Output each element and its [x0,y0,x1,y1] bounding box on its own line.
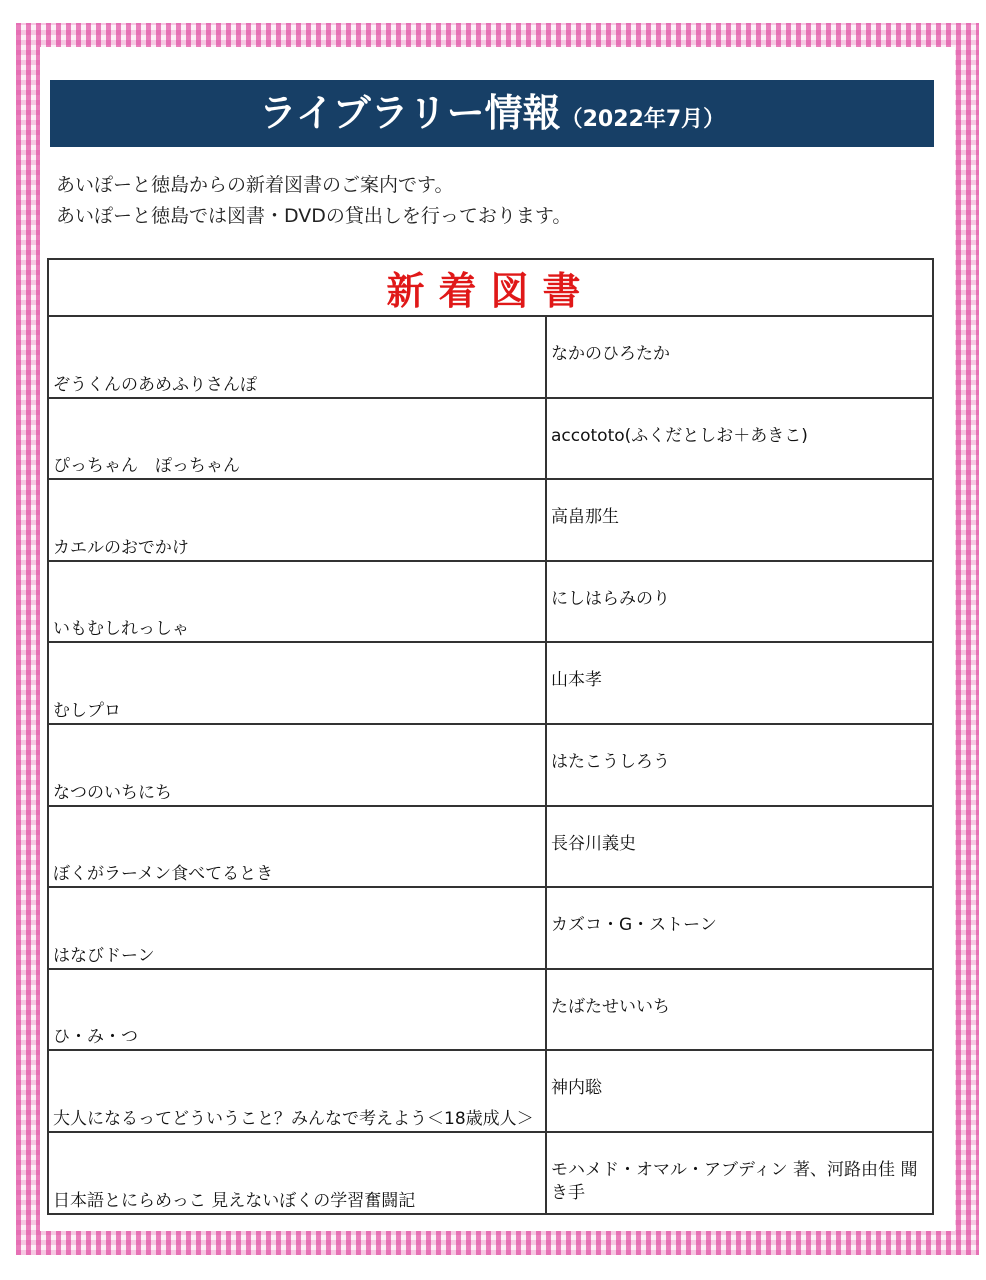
book-author: 高畠那生 [546,479,933,561]
table-row [48,724,933,806]
table-row [48,1050,933,1132]
book-title: なつのいちにち [48,724,546,806]
book-title: はなびドーン [48,887,546,969]
table-row [48,398,933,480]
book-title: むしプロ [48,642,546,724]
intro-line: あいぽーと徳島からの新着図書のご案内です。 [56,174,454,196]
book-author: にしはらみのり [546,561,933,643]
title-text: ライブラリー情報 [258,91,561,135]
table-row [48,642,933,724]
table-row [48,1132,933,1214]
page-title [50,80,934,147]
book-author: なかのひろたか [546,316,933,398]
table-heading: 新着図書 [48,259,933,316]
book-author: モハメド・オマル・アブディン 著、河路由佳 聞き手 [546,1132,933,1214]
title-date: （2022年7月） [560,107,726,132]
intro-text [56,170,571,232]
table-row [48,806,933,888]
book-title: 大人になるってどういうこと？みんなで考えよう＜18歳成人＞ [48,1050,546,1132]
table-row [48,479,933,561]
intro-line: あいぽーと徳島では図書・DVDの貸出しを行っております。 [56,205,572,227]
table-row [48,887,933,969]
book-author: 長谷川義史 [546,806,933,888]
book-title: ぴっちゃん ぽっちゃん [48,398,546,480]
book-author: たばたせいいち [546,969,933,1051]
book-author: 山本孝 [546,642,933,724]
book-author: はたこうしろう [546,724,933,806]
book-title: 日本語とにらめっこ 見えないぼくの学習奮闘記 [48,1132,546,1214]
book-title: いもむしれっしゃ [48,561,546,643]
book-title: ひ・み・つ [48,969,546,1051]
book-author: 神内聡 [546,1050,933,1132]
book-title: ぼくがラーメン食べてるとき [48,806,546,888]
book-author: カズコ・G・ストーン [546,887,933,969]
table-row [48,561,933,643]
new-books-table [47,258,934,1215]
table-row [48,316,933,398]
book-title: カエルのおでかけ [48,479,546,561]
table-row [48,969,933,1051]
book-author: accototo(ふくだとしお＋あきこ) [546,398,933,480]
book-title: ぞうくんのあめふりさんぽ [48,316,546,398]
